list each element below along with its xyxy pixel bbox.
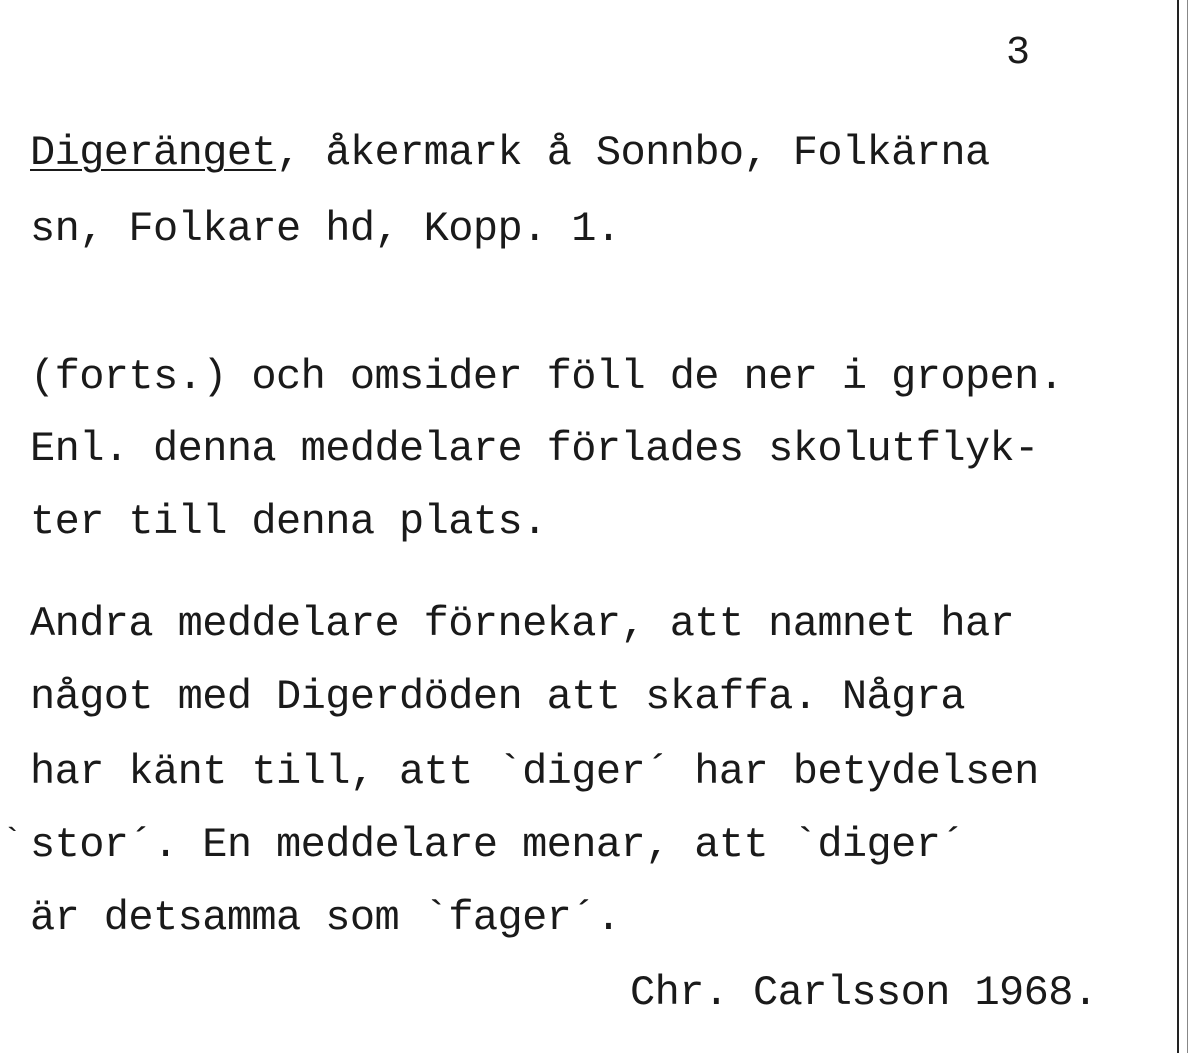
- paragraph-1-line-3: ter till denna plats.: [30, 498, 547, 546]
- header-line-1: [30, 128, 990, 178]
- paragraph-2-line-2: något med Digerdöden att skaffa. Några: [30, 673, 965, 721]
- header-line-2: sn, Folkare hd, Kopp. 1.: [30, 205, 621, 253]
- paragraph-1-line-2: Enl. denna meddelare förlades skolutflyk-: [30, 425, 1039, 473]
- card-edge-shadow: [1187, 0, 1188, 1053]
- margin-quote-mark: `: [2, 824, 23, 862]
- header-location: , åkermark å Sonnbo, Folkärna: [276, 129, 990, 177]
- paragraph-2-line-3: har känt till, att `diger´ har betydelsen: [30, 748, 1039, 796]
- placename-heading: Digeränget: [30, 129, 277, 177]
- paragraph-2-line-1: Andra meddelare förnekar, att namnet har: [30, 600, 1015, 648]
- paragraph-2-line-4: stor´. En meddelare menar, att `diger´: [30, 821, 965, 869]
- signature: Chr. Carlsson 1968.: [630, 969, 1098, 1017]
- paragraph-1-line-1: (forts.) och omsider föll de ner i gropen.: [30, 353, 1064, 401]
- card-edge-line: [1177, 0, 1179, 1053]
- paragraph-2-line-5: är detsamma som `fager´.: [30, 894, 621, 942]
- page-number: 3: [1006, 31, 1031, 76]
